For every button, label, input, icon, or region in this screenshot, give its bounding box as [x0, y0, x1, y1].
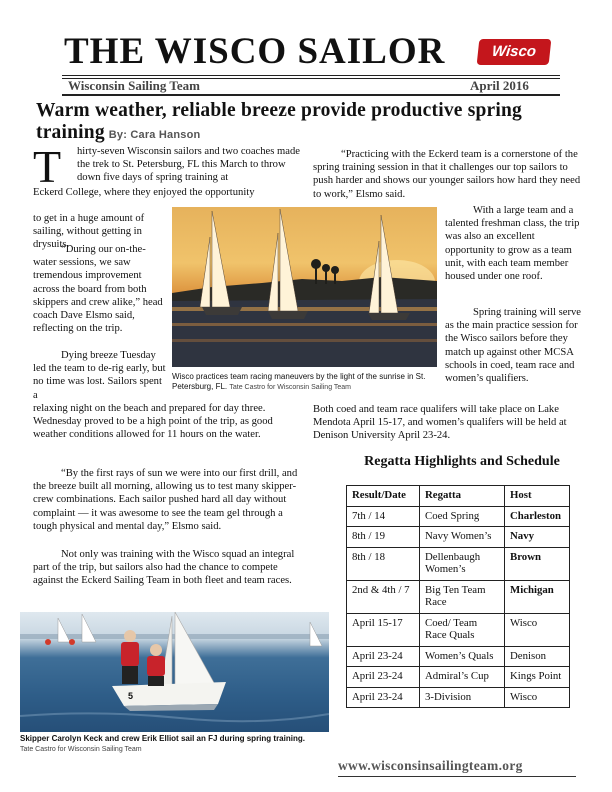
sail-number: 5 — [128, 691, 134, 701]
cell-host: Charleston — [505, 506, 570, 527]
paragraph-6: “Practicing with the Eckerd team is a cornerstone of the spring training session in that it challenges our top sailors to push harder and shows our younger sailors how hard they need to work,” Elsmo said. — [313, 149, 581, 200]
table-row — [347, 667, 570, 688]
cell-result-date: 2nd & 4th / 7 — [347, 580, 420, 613]
paragraph-3: Dying breeze Tuesday led the team to de-rig early, but no time was lost. Sailors spent a — [33, 350, 166, 401]
photo1-caption-text: Wisco practices team racing maneuvers by the light of the sunrise in St. Petersburg, FL. — [172, 372, 426, 391]
byline: By: Cara Hanson — [108, 129, 201, 141]
article-headline — [36, 100, 581, 146]
table-row — [347, 547, 570, 580]
cell-regatta: 3-Division — [420, 687, 505, 708]
cell-host: Denison — [505, 646, 570, 667]
cell-host: Wisco — [505, 613, 570, 646]
paragraph-1-end: to get in a huge amount of sailing, without getting in drysuits. — [33, 213, 145, 251]
cell-result-date: 8th / 18 — [347, 547, 420, 580]
cell-regatta: Navy Women’s — [420, 527, 505, 548]
issue-date: April 2016 — [470, 78, 529, 93]
cell-result-date: April 15-17 — [347, 613, 420, 646]
cell-regatta: Women’s Quals — [420, 646, 505, 667]
sunrise-sailing-photo — [172, 207, 437, 367]
fj-sailing-photo — [20, 612, 329, 732]
footer-rule — [338, 776, 576, 777]
sunrise-photo-illustration — [172, 207, 437, 367]
paragraph-8: Spring training will serve as the main practice session for the Wisco sailors before they match up against other MCSA schools in coed, team race and women’s qualifiers. — [445, 307, 581, 385]
paragraph-9: Both coed and team race qualifers will take place on Lake Mendota April 15-17, and women’s qualifers will be held at Denison University April 23-24. — [313, 404, 567, 442]
column-header-host: Host — [505, 486, 570, 507]
cell-result-date: 8th / 19 — [347, 527, 420, 548]
paragraph-4: “By the first rays of sun we were into our first drill, and the breeze built all morning, allowing us to test many skipper-crew combinations. Each sailor pushed hard all day without complaint — it was awesome to see the team gel through a tough physical and mental day,” Elsmo said. — [33, 468, 298, 532]
cell-result-date: April 23-24 — [347, 646, 420, 667]
cell-result-date: 7th / 14 — [347, 506, 420, 527]
cell-regatta: Coed Spring — [420, 506, 505, 527]
photo2-caption — [20, 734, 332, 755]
cell-result-date: April 23-24 — [347, 687, 420, 708]
column-header-result-date: Result/Date — [347, 486, 420, 507]
photo2-credit: Tate Castro for Wisconsin Sailing Team — [20, 746, 142, 753]
masthead-title: THE WISCO SAILOR — [64, 31, 446, 72]
column-header-regatta: Regatta — [420, 486, 505, 507]
photo1-credit: Tate Castro for Wisconsin Sailing Team — [229, 384, 352, 391]
cell-host: Navy — [505, 527, 570, 548]
paragraph-5: Not only was training with the Wisco squad an integral part of the trip, but sailors also had the chance to compete against the Eckerd Sailing Team in both fleet and team races. — [33, 549, 295, 587]
paragraph-1-cont: Eckerd College, where they enjoyed the opportunity — [33, 187, 255, 198]
table-row — [347, 613, 570, 646]
paragraph-2: “During our on-the-water sessions, we saw tremendous improvement across the board from both skippers and crew alike,” head coach Dave Elsmo said, reflecting on the trip. — [33, 244, 163, 335]
drop-cap: T — [33, 141, 62, 192]
cell-regatta: Admiral’s Cup — [420, 667, 505, 688]
regatta-schedule-table — [346, 485, 570, 708]
schedule-title: Regatta Highlights and Schedule — [364, 454, 560, 469]
paragraph-3-cont: relaxing night on the beach and prepared for day three. Wednesday proved to be a high point of the trip, as good weather conditions allowed for 11 hours on the water. — [33, 403, 273, 441]
table-row — [347, 506, 570, 527]
photo1-caption — [172, 372, 442, 393]
cell-host: Brown — [505, 547, 570, 580]
paragraph-1-lead: hirty-seven Wisconsin sailors and two coaches made the trek to St. Petersburg, FL this March to throw down five days of spring training at — [77, 146, 300, 184]
website-link[interactable]: www.wisconsinsailingteam.org — [338, 758, 523, 773]
headline-text: Warm weather, reliable breeze provide productive spring training — [36, 100, 522, 143]
table-row — [347, 580, 570, 613]
paragraph-7: With a large team and a talented freshman class, the trip was also an excellent opportunity to grow as a team unit, with each team member housed under one roof. — [445, 205, 580, 283]
table-header-row — [347, 486, 570, 507]
table-row — [347, 646, 570, 667]
cell-regatta: Dellenbaugh Women’s — [420, 547, 505, 580]
cell-host: Kings Point — [505, 667, 570, 688]
table-row — [347, 687, 570, 708]
cell-regatta: Coed/ Team Race Quals — [420, 613, 505, 646]
fj-photo-illustration — [20, 612, 329, 732]
table-row — [347, 527, 570, 548]
masthead-rule-top — [62, 75, 560, 76]
cell-result-date: April 23-24 — [347, 667, 420, 688]
cell-regatta: Big Ten Team Race — [420, 580, 505, 613]
team-name: Wisconsin Sailing Team — [68, 78, 200, 93]
masthead-rule-bottom — [62, 94, 560, 96]
cell-host: Michigan — [505, 580, 570, 613]
cell-host: Wisco — [505, 687, 570, 708]
photo2-caption-text: Skipper Carolyn Keck and crew Erik Elliot sail an FJ during spring training. — [20, 734, 305, 743]
wisco-logo: Wisco — [477, 39, 552, 65]
